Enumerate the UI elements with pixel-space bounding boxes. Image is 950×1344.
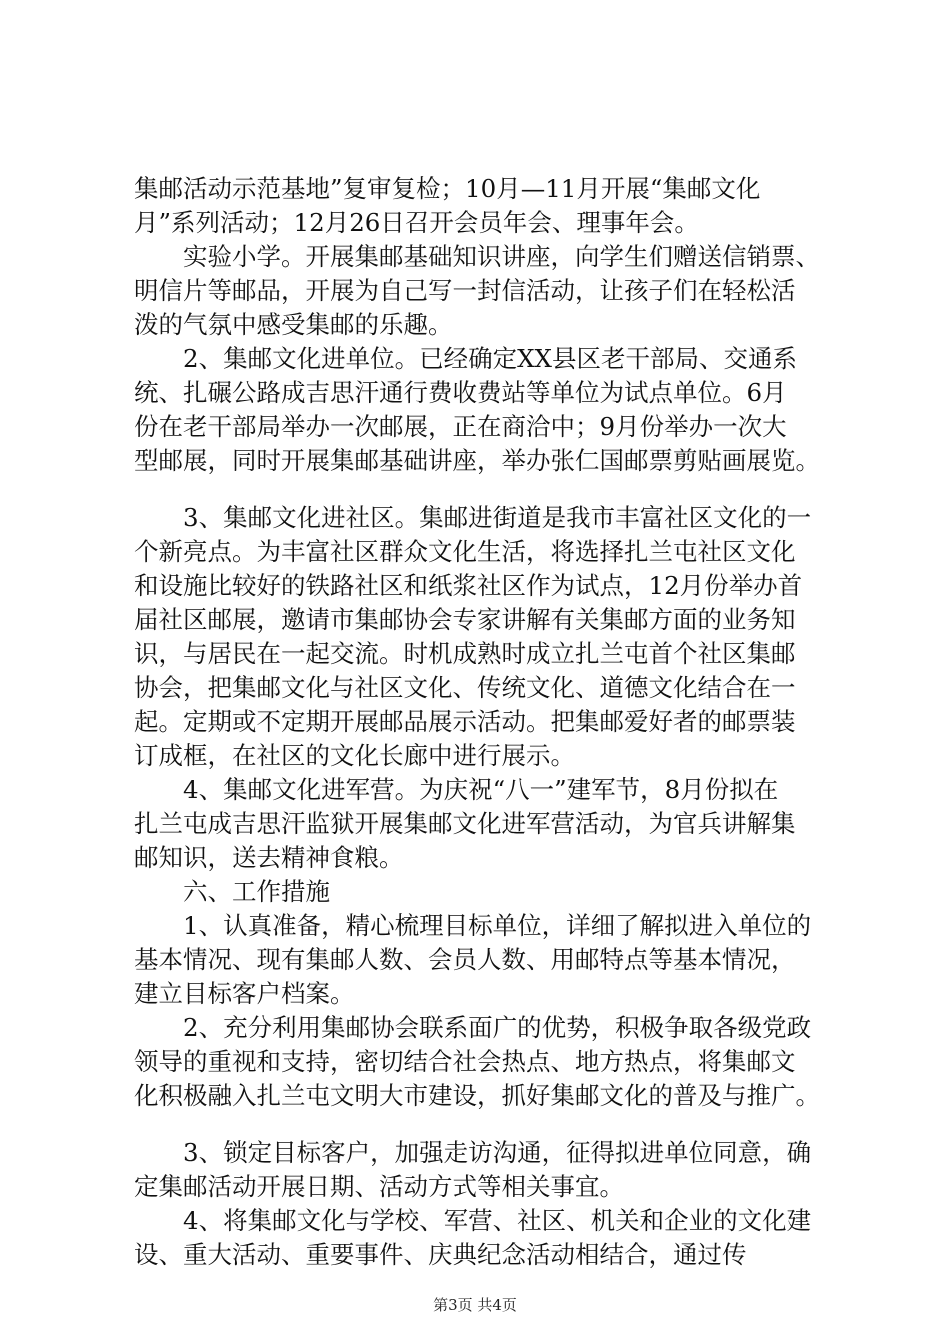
section-heading: 六、工作措施 xyxy=(134,877,330,906)
text-line: 实验小学。开展集邮基础知识讲座，向学生们赠送信销票、 xyxy=(134,242,820,271)
text-line: 识，与居民在一起交流。时机成熟时成立扎兰屯首个社区集邮 xyxy=(134,639,796,668)
text-line: 基本情况、现有集邮人数、会员人数、用邮特点等基本情况， xyxy=(134,945,796,974)
text-line: 订成框，在社区的文化长廊中进行展示。 xyxy=(134,741,575,770)
text-line: 月”系列活动；12月26日召开会员年会、理事年会。 xyxy=(134,208,699,237)
text-line: 4、集邮文化进军营。为庆祝“八一”建军节，8月份拟在 xyxy=(134,775,779,804)
text-line: 个新亮点。为丰富社区群众文化生活，将选择扎兰屯社区文化 xyxy=(134,537,796,566)
text-line: 建立目标客户档案。 xyxy=(134,979,355,1008)
text-line: 2、充分利用集邮协会联系面广的优势，积极争取各级党政 xyxy=(134,1013,812,1042)
text-line: 届社区邮展，邀请市集邮协会专家讲解有关集邮方面的业务知 xyxy=(134,605,796,634)
text-line: 统、扎碾公路成吉思汗通行费收费站等单位为试点单位。6月 xyxy=(134,378,787,407)
text-line: 1、认真准备，精心梳理目标单位，详细了解拟进入单位的 xyxy=(134,911,812,940)
text-line: 型邮展，同时开展集邮基础讲座，举办张仁国邮票剪贴画展览。 xyxy=(134,446,820,475)
text-line: 3、锁定目标客户，加强走访沟通，征得拟进单位同意，确 xyxy=(134,1138,812,1167)
text-line: 化积极融入扎兰屯文明大市建设，抓好集邮文化的普及与推广。 xyxy=(134,1081,820,1110)
page-number-footer: 第3页 共4页 xyxy=(433,1296,517,1314)
text-line: 4、将集邮文化与学校、军营、社区、机关和企业的文化建 xyxy=(134,1206,812,1235)
text-line: 泼的气氛中感受集邮的乐趣。 xyxy=(134,310,453,339)
text-line: 2、集邮文化进单位。已经确定XX县区老干部局、交通系 xyxy=(134,344,797,373)
text-line: 协会，把集邮文化与社区文化、传统文化、道德文化结合在一 xyxy=(134,673,796,702)
text-line: 和设施比较好的铁路社区和纸浆社区作为试点，12月份举办首 xyxy=(134,571,803,600)
text-line: 3、集邮文化进社区。集邮进街道是我市丰富社区文化的一 xyxy=(134,503,812,532)
text-line: 明信片等邮品，开展为自己写一封信活动，让孩子们在轻松活 xyxy=(134,276,796,305)
text-line: 起。定期或不定期开展邮品展示活动。把集邮爱好者的邮票装 xyxy=(134,707,796,736)
text-line: 领导的重视和支持，密切结合社会热点、地方热点，将集邮文 xyxy=(134,1047,796,1076)
text-line: 设、重大活动、重要事件、庆典纪念活动相结合，通过传 xyxy=(134,1240,747,1269)
text-line: 扎兰屯成吉思汗监狱开展集邮文化进军营活动，为官兵讲解集 xyxy=(134,809,796,838)
text-line: 份在老干部局举办一次邮展，正在商洽中；9月份举办一次大 xyxy=(134,412,787,441)
text-line: 邮知识，送去精神食粮。 xyxy=(134,843,404,872)
text-line: 定集邮活动开展日期、活动方式等相关事宜。 xyxy=(134,1172,624,1201)
text-line: 集邮活动示范基地”复审复检；10月—11月开展“集邮文化 xyxy=(134,174,761,203)
